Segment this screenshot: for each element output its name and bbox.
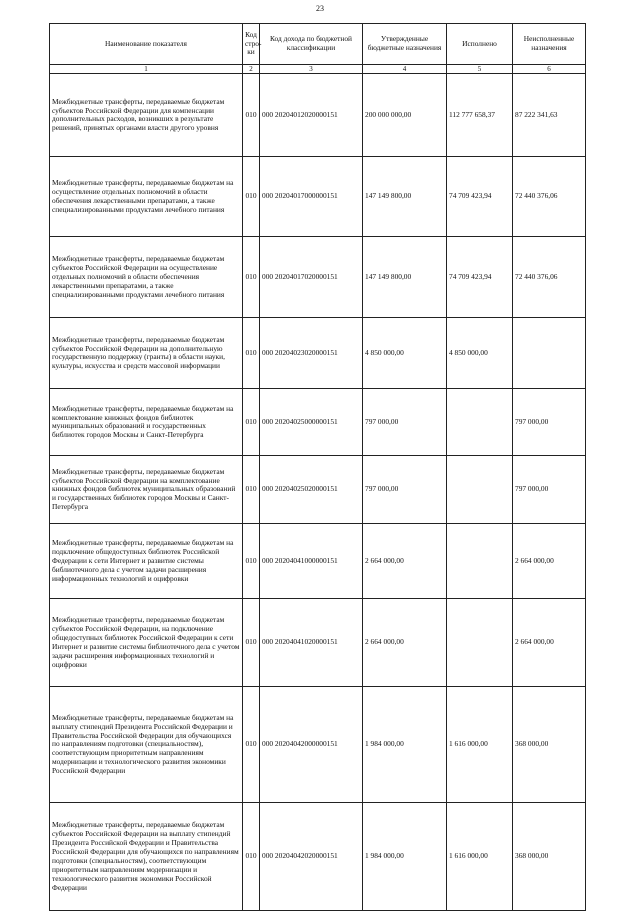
table-row bbox=[50, 389, 586, 456]
row-code: 010 bbox=[243, 456, 260, 524]
row-code: 010 bbox=[243, 318, 260, 389]
row-code: 010 bbox=[243, 389, 260, 456]
row-name: Межбюджетные трансферты, передаваемые бюджетам на осуществление отдельных полномочий в области обеспечения лекарственными препаратами, а также специализированными продуктами лечебного питания bbox=[50, 157, 243, 237]
table-body bbox=[50, 74, 586, 911]
row-executed: 112 777 658,37 bbox=[447, 74, 513, 157]
row-name: Межбюджетные трансферты, передаваемые бюджетам субъектов Российской Федерации на дополнительную государственную поддержку (гранты) в области науки, культуры, искусства и средств массовой информации bbox=[50, 318, 243, 389]
row-executed: 1 616 000,00 bbox=[447, 803, 513, 911]
table-row bbox=[50, 237, 586, 318]
table-row bbox=[50, 803, 586, 911]
row-income-code: 000 20204025000000151 bbox=[260, 389, 363, 456]
row-unexecuted: 2 664 000,00 bbox=[513, 599, 586, 687]
row-executed: 74 709 423,94 bbox=[447, 157, 513, 237]
row-name: Межбюджетные трансферты, передаваемые бюджетам субъектов Российской Федерации на осуществление отдельных полномочий в области обеспечения лекарственными препаратами, а также специализированными продуктами лечебного питания bbox=[50, 237, 243, 318]
row-approved: 147 149 800,00 bbox=[363, 237, 447, 318]
table-row bbox=[50, 524, 586, 599]
row-unexecuted: 368 000,00 bbox=[513, 803, 586, 911]
column-number: 6 bbox=[513, 65, 586, 74]
row-executed bbox=[447, 389, 513, 456]
column-number-row bbox=[50, 65, 586, 74]
header-name: Наименование показателя bbox=[50, 24, 243, 65]
row-income-code: 000 20204023020000151 bbox=[260, 318, 363, 389]
row-executed bbox=[447, 524, 513, 599]
row-executed bbox=[447, 599, 513, 687]
budget-table bbox=[49, 23, 586, 911]
header-income-code: Код дохода по бюджетной классификации bbox=[260, 24, 363, 65]
column-number: 5 bbox=[447, 65, 513, 74]
row-name: Межбюджетные трансферты, передаваемые бюджетам на подключение общедоступных библиотек Российской Федерации к сети Интернет и развитие системы библиотечного дела с учетом задачи расширения информационных технологий и оцифровки bbox=[50, 524, 243, 599]
column-number: 1 bbox=[50, 65, 243, 74]
row-income-code: 000 20204042020000151 bbox=[260, 803, 363, 911]
row-code: 010 bbox=[243, 599, 260, 687]
row-income-code: 000 20204012020000151 bbox=[260, 74, 363, 157]
row-income-code: 000 20204041000000151 bbox=[260, 524, 363, 599]
row-income-code: 000 20204042000000151 bbox=[260, 687, 363, 803]
row-approved: 797 000,00 bbox=[363, 389, 447, 456]
page-number: 23 bbox=[316, 4, 324, 13]
row-code: 010 bbox=[243, 74, 260, 157]
row-name: Межбюджетные трансферты, передаваемые бюджетам на выплату стипендий Президента Российской Федерации и Правительства Российской Федерации для обучающихся по направлениям подготовки (специальностям), соответствующим приоритетным направлениям модернизации и технологического развития экономики Российской Федерации bbox=[50, 687, 243, 803]
table-row bbox=[50, 74, 586, 157]
row-name: Межбюджетные трансферты, передаваемые бюджетам субъектов Российской Федерации, на подключение общедоступных библиотек Российской Федерации к сети Интернет и развитие системы библиотечного дела с учетом задачи расширения информационных технологий и оцифровки bbox=[50, 599, 243, 687]
header-row bbox=[50, 24, 586, 65]
row-name: Межбюджетные трансферты, передаваемые бюджетам на комплектование книжных фондов библиотек муниципальных образований и государственных библиотек городов Москвы и Санкт-Петербурга bbox=[50, 389, 243, 456]
row-approved: 1 984 000,00 bbox=[363, 687, 447, 803]
row-unexecuted: 72 440 376,06 bbox=[513, 157, 586, 237]
table-row bbox=[50, 318, 586, 389]
row-name: Межбюджетные трансферты, передаваемые бюджетам субъектов Российской Федерации для компенсации дополнительных расходов, возникших в результате решений, принятых органами власти другого уровня bbox=[50, 74, 243, 157]
row-approved: 797 000,00 bbox=[363, 456, 447, 524]
row-unexecuted bbox=[513, 318, 586, 389]
row-income-code: 000 20204017000000151 bbox=[260, 157, 363, 237]
table-row bbox=[50, 687, 586, 803]
row-code: 010 bbox=[243, 803, 260, 911]
row-unexecuted: 797 000,00 bbox=[513, 456, 586, 524]
table-row bbox=[50, 456, 586, 524]
table-row bbox=[50, 157, 586, 237]
row-unexecuted: 2 664 000,00 bbox=[513, 524, 586, 599]
column-number: 4 bbox=[363, 65, 447, 74]
row-executed: 4 850 000,00 bbox=[447, 318, 513, 389]
column-number: 3 bbox=[260, 65, 363, 74]
row-executed: 1 616 000,00 bbox=[447, 687, 513, 803]
row-unexecuted: 72 440 376,06 bbox=[513, 237, 586, 318]
row-code: 010 bbox=[243, 157, 260, 237]
row-approved: 1 984 000,00 bbox=[363, 803, 447, 911]
header-code: Код стро-ки bbox=[243, 24, 260, 65]
row-unexecuted: 797 000,00 bbox=[513, 389, 586, 456]
row-code: 010 bbox=[243, 237, 260, 318]
header-executed: Исполнено bbox=[447, 24, 513, 65]
row-income-code: 000 20204025020000151 bbox=[260, 456, 363, 524]
row-income-code: 000 20204041020000151 bbox=[260, 599, 363, 687]
row-code: 010 bbox=[243, 524, 260, 599]
row-approved: 2 664 000,00 bbox=[363, 599, 447, 687]
row-unexecuted: 368 000,00 bbox=[513, 687, 586, 803]
row-executed bbox=[447, 456, 513, 524]
row-approved: 2 664 000,00 bbox=[363, 524, 447, 599]
row-approved: 147 149 800,00 bbox=[363, 157, 447, 237]
row-code: 010 bbox=[243, 687, 260, 803]
table-row bbox=[50, 599, 586, 687]
row-approved: 200 000 000,00 bbox=[363, 74, 447, 157]
row-unexecuted: 87 222 341,63 bbox=[513, 74, 586, 157]
row-executed: 74 709 423,94 bbox=[447, 237, 513, 318]
row-name: Межбюджетные трансферты, передаваемые бюджетам субъектов Российской Федерации на выплату стипендий Президента Российской Федерации и Правительства Российской Федерации для обучающихся по направлениям подготовки (специальностям), соответствующим приоритетным направлениям модернизации и технологического развития экономики Российской Федерации bbox=[50, 803, 243, 911]
row-name: Межбюджетные трансферты, передаваемые бюджетам субъектов Российской Федерации на комплектование книжных фондов библиотек муниципальных образований и государственных библиотек городов Москвы и Санкт-Петербурга bbox=[50, 456, 243, 524]
header-unexecuted: Неисполненные назначения bbox=[513, 24, 586, 65]
row-approved: 4 850 000,00 bbox=[363, 318, 447, 389]
header-approved: Утвержденные бюджетные назначения bbox=[363, 24, 447, 65]
column-number: 2 bbox=[243, 65, 260, 74]
row-income-code: 000 20204017020000151 bbox=[260, 237, 363, 318]
